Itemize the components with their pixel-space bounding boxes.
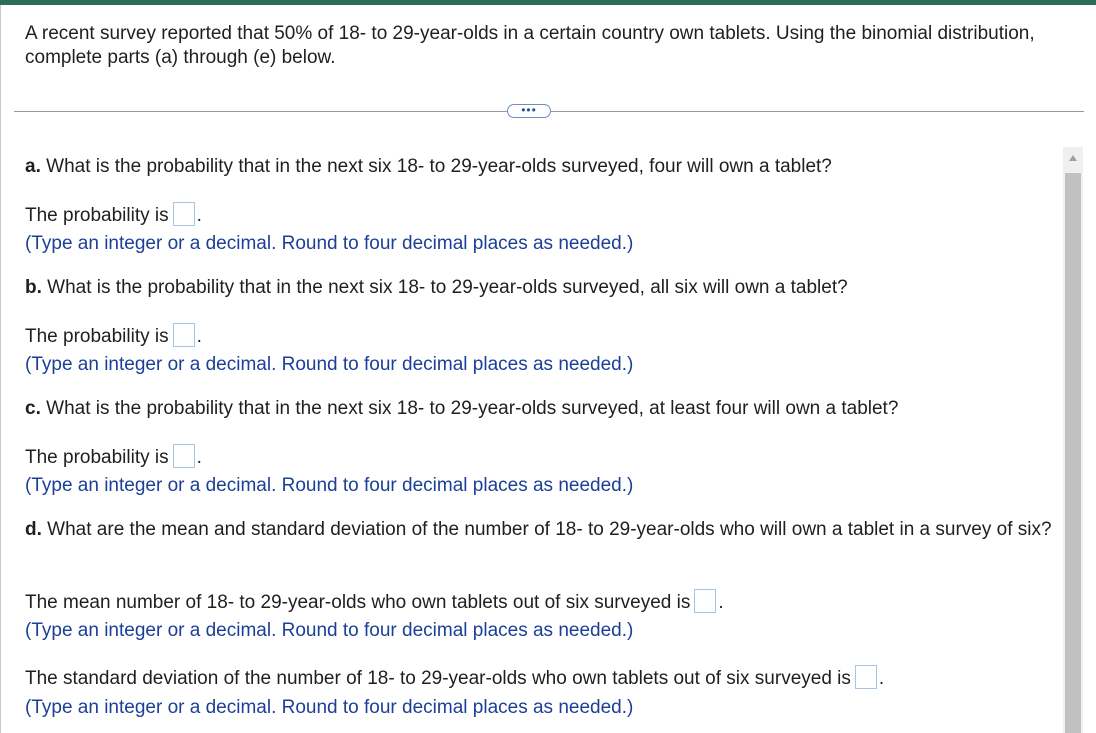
hint-a: (Type an integer or a decimal. Round to four decimal places as needed.) xyxy=(25,233,634,254)
answer-a-input[interactable] xyxy=(173,202,195,226)
hint-d-sd: (Type an integer or a decimal. Round to four decimal places as needed.) xyxy=(25,697,634,718)
part-b-label: b. xyxy=(25,277,42,298)
answer-row-a xyxy=(25,204,202,228)
answer-row-d-mean xyxy=(25,591,724,615)
answer-d-mean-suffix: . xyxy=(718,592,724,614)
answer-b-suffix: . xyxy=(196,326,202,348)
question-c xyxy=(25,397,898,421)
answer-row-b xyxy=(25,325,202,349)
hint-c: (Type an integer or a decimal. Round to four decimal places as needed.) xyxy=(25,475,634,496)
question-d xyxy=(25,518,1055,542)
answer-d-sd-input[interactable] xyxy=(855,665,877,689)
answer-b-input[interactable] xyxy=(173,323,195,347)
scroll-up-arrow-icon[interactable] xyxy=(1063,147,1083,169)
problem-statement: A recent survey reported that 50% of 18- to 29-year-olds in a certain country own tablets. Using the binomial distribution, complete parts (a) through (e) below. xyxy=(25,23,1035,68)
scroll-thumb[interactable] xyxy=(1065,173,1081,733)
part-c-question: What is the probability that in the next six 18- to 29-year-olds surveyed, at least four will own a tablet? xyxy=(46,398,899,419)
part-c-label: c. xyxy=(25,398,41,419)
vertical-scrollbar[interactable] xyxy=(1063,147,1083,733)
answer-row-d-sd xyxy=(25,667,884,691)
part-a-question: What is the probability that in the next six 18- to 29-year-olds surveyed, four will own a tablet? xyxy=(46,156,832,177)
answer-a-prefix: The probability is xyxy=(25,205,169,227)
top-accent-bar xyxy=(0,0,1096,5)
answer-d-sd-prefix: The standard deviation of the number of 18- to 29-year-olds who own tablets out of six surveyed is xyxy=(25,668,851,690)
answer-row-c xyxy=(25,446,202,470)
part-d-label: d. xyxy=(25,519,42,540)
answer-d-mean-input[interactable] xyxy=(694,589,716,613)
answer-a-suffix: . xyxy=(196,205,202,227)
answer-b-prefix: The probability is xyxy=(25,326,169,348)
answer-c-input[interactable] xyxy=(173,444,195,468)
part-a-label: a. xyxy=(25,156,41,177)
part-d-question: What are the mean and standard deviation of the number of 18- to 29-year-olds who will own a tablet in a survey of six? xyxy=(47,519,1052,540)
answer-d-mean-prefix: The mean number of 18- to 29-year-olds who own tablets out of six surveyed is xyxy=(25,592,691,614)
more-options-button[interactable]: ••• xyxy=(507,104,551,118)
answer-c-prefix: The probability is xyxy=(25,447,169,469)
hint-d-mean: (Type an integer or a decimal. Round to four decimal places as needed.) xyxy=(25,620,634,641)
hint-b: (Type an integer or a decimal. Round to four decimal places as needed.) xyxy=(25,354,634,375)
part-b-question: What is the probability that in the next six 18- to 29-year-olds surveyed, all six will own a tablet? xyxy=(47,277,848,298)
answer-d-sd-suffix: . xyxy=(878,668,885,690)
answer-c-suffix: . xyxy=(196,447,202,469)
question-b xyxy=(25,276,848,300)
left-border xyxy=(0,5,1,733)
question-a xyxy=(25,155,832,179)
